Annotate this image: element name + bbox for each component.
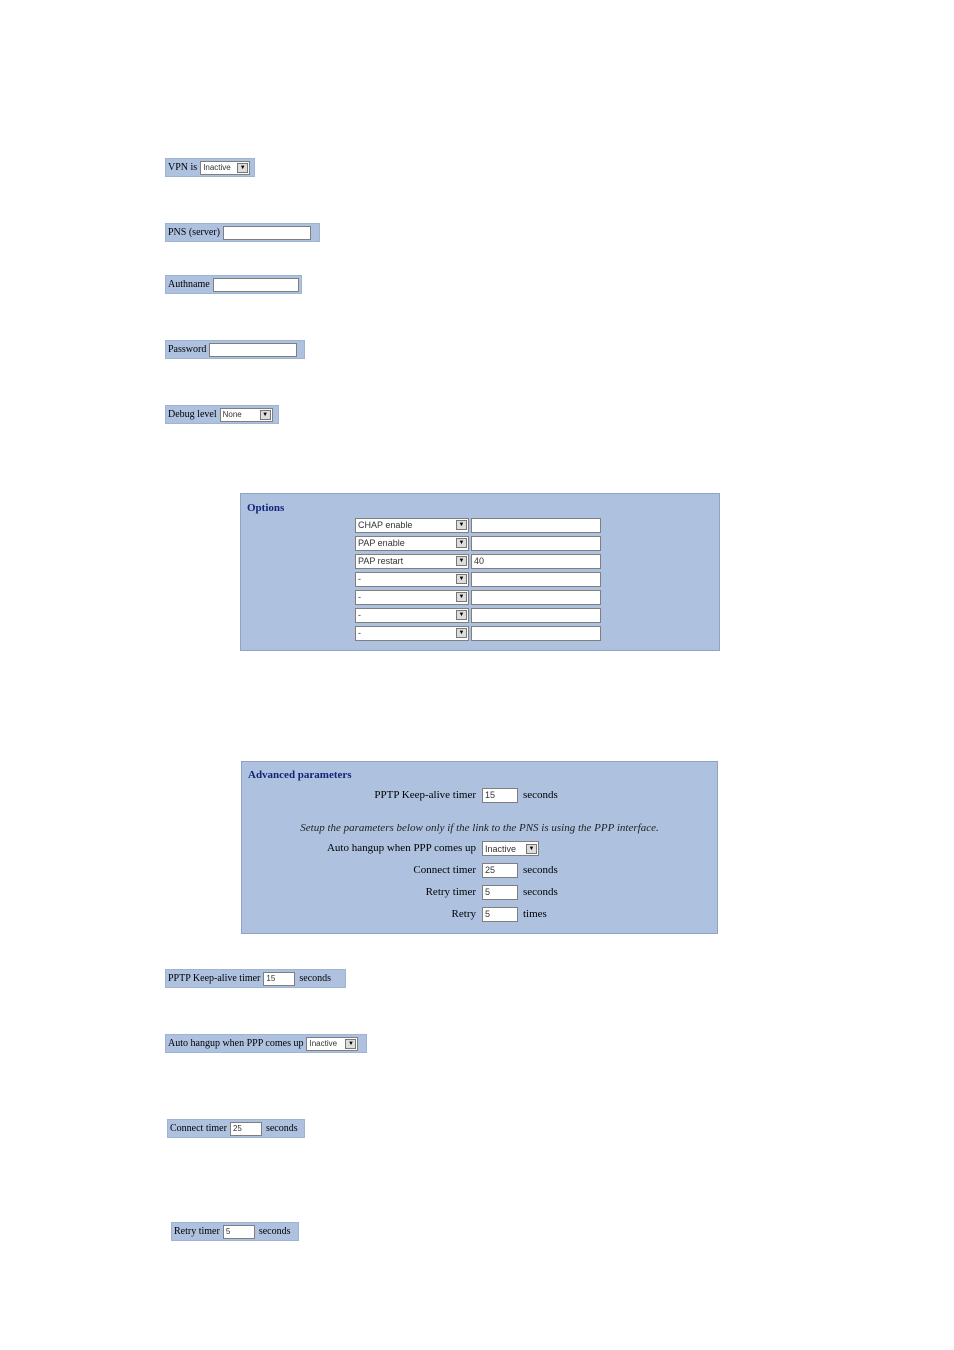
connect-timer-strip-label: Connect timer — [170, 1123, 227, 1134]
option-value-input[interactable]: 40 — [471, 554, 601, 569]
chevron-down-icon[interactable]: ▼ — [456, 592, 467, 602]
keepalive-strip — [165, 969, 346, 988]
option-row — [355, 625, 601, 641]
chevron-down-icon[interactable]: ▼ — [456, 610, 467, 620]
option-select[interactable] — [355, 590, 469, 605]
option-select-value: PAP enable — [358, 538, 405, 548]
password-input[interactable] — [209, 343, 297, 357]
connect-timer-unit: seconds — [523, 864, 558, 876]
connect-timer-strip — [167, 1119, 305, 1138]
chevron-down-icon[interactable]: ▼ — [456, 538, 467, 548]
option-select[interactable] — [355, 554, 469, 569]
options-title: Options — [247, 502, 285, 514]
retry-row — [242, 906, 717, 923]
option-select[interactable] — [355, 626, 469, 641]
password-label: Password — [168, 344, 207, 355]
option-value-input[interactable] — [471, 608, 601, 623]
option-select-value: CHAP enable — [358, 520, 413, 530]
debug-level-strip — [165, 405, 279, 424]
password-strip — [165, 340, 305, 359]
vpn-status-value: Inactive — [203, 163, 231, 172]
vpn-status-label: VPN is — [168, 162, 198, 173]
vpn-status-select[interactable] — [200, 161, 250, 175]
pns-server-input[interactable] — [223, 226, 311, 240]
retry-timer-strip-label: Retry timer — [174, 1226, 220, 1237]
autohangup-strip-select[interactable] — [306, 1037, 358, 1051]
chevron-down-icon[interactable]: ▼ — [526, 844, 537, 854]
option-select[interactable] — [355, 572, 469, 587]
option-select-value: - — [358, 574, 361, 584]
debug-level-label: Debug level — [168, 409, 217, 420]
option-row — [355, 535, 601, 551]
retry-timer-strip-unit: seconds — [258, 1226, 291, 1237]
authname-label: Authname — [168, 279, 210, 290]
pns-server-label: PNS (server) — [168, 227, 220, 238]
option-select[interactable] — [355, 536, 469, 551]
option-select-value: - — [358, 628, 361, 638]
retry-timer-unit: seconds — [523, 886, 558, 898]
keepalive-strip-input[interactable]: 15 — [263, 972, 295, 986]
advanced-parameters-title: Advanced parameters — [248, 769, 352, 781]
connect-timer-label: Connect timer — [413, 864, 476, 876]
debug-level-select[interactable] — [220, 408, 273, 422]
option-row — [355, 589, 601, 605]
keepalive-strip-unit: seconds — [299, 973, 332, 984]
autohangup-strip — [165, 1034, 367, 1053]
retry-unit: times — [523, 908, 547, 920]
chevron-down-icon[interactable]: ▼ — [456, 556, 467, 566]
retry-timer-row — [242, 884, 717, 901]
chevron-down-icon[interactable]: ▼ — [456, 520, 467, 530]
pns-server-strip — [165, 223, 320, 242]
options-panel — [240, 493, 720, 651]
retry-timer-strip — [171, 1222, 299, 1241]
keepalive-input[interactable]: 15 — [482, 788, 518, 803]
ppp-note: Setup the parameters below only if the link to the PNS is using the PPP interface. — [300, 822, 659, 834]
retry-timer-label: Retry timer — [425, 886, 476, 898]
option-value-input[interactable] — [471, 590, 601, 605]
option-value-input[interactable] — [471, 536, 601, 551]
retry-input[interactable]: 5 — [482, 907, 518, 922]
retry-timer-strip-input[interactable]: 5 — [223, 1225, 255, 1239]
option-value-input[interactable] — [471, 626, 601, 641]
autohangup-select[interactable] — [482, 841, 539, 856]
option-select[interactable] — [355, 608, 469, 623]
option-select-value: - — [358, 610, 361, 620]
autohangup-strip-value: Inactive — [309, 1039, 338, 1048]
chevron-down-icon[interactable]: ▼ — [456, 574, 467, 584]
keepalive-row — [242, 787, 717, 804]
option-row — [355, 571, 601, 587]
debug-level-value: None — [222, 410, 242, 419]
option-select[interactable] — [355, 518, 469, 533]
chevron-down-icon[interactable]: ▼ — [237, 163, 248, 173]
connect-timer-row — [242, 862, 717, 879]
authname-input[interactable] — [213, 278, 299, 292]
retry-timer-input[interactable]: 5 — [482, 885, 518, 900]
keepalive-unit: seconds — [523, 789, 558, 801]
connect-timer-strip-unit: seconds — [265, 1123, 298, 1134]
keepalive-strip-label: PPTP Keep-alive timer — [168, 973, 261, 984]
option-value-input[interactable] — [471, 572, 601, 587]
connect-timer-input[interactable]: 25 — [482, 863, 518, 878]
option-value-input[interactable] — [471, 518, 601, 533]
autohangup-label: Auto hangup when PPP comes up — [326, 842, 476, 854]
autohangup-strip-label: Auto hangup when PPP comes up — [168, 1038, 304, 1049]
chevron-down-icon[interactable]: ▼ — [456, 628, 467, 638]
option-select-value: - — [358, 592, 361, 602]
keepalive-label: PPTP Keep-alive timer — [374, 789, 476, 801]
authname-strip — [165, 275, 302, 294]
autohangup-row — [242, 840, 717, 857]
advanced-parameters-panel — [241, 761, 718, 934]
autohangup-value: Inactive — [485, 843, 517, 854]
option-row — [355, 607, 601, 623]
chevron-down-icon[interactable]: ▼ — [345, 1039, 356, 1049]
option-row — [355, 517, 601, 533]
option-select-value: PAP restart — [358, 556, 404, 566]
vpn-status-strip — [165, 158, 255, 177]
chevron-down-icon[interactable]: ▼ — [260, 410, 271, 420]
connect-timer-strip-input[interactable]: 25 — [230, 1122, 262, 1136]
retry-label: Retry — [451, 908, 476, 920]
option-row — [355, 553, 601, 569]
